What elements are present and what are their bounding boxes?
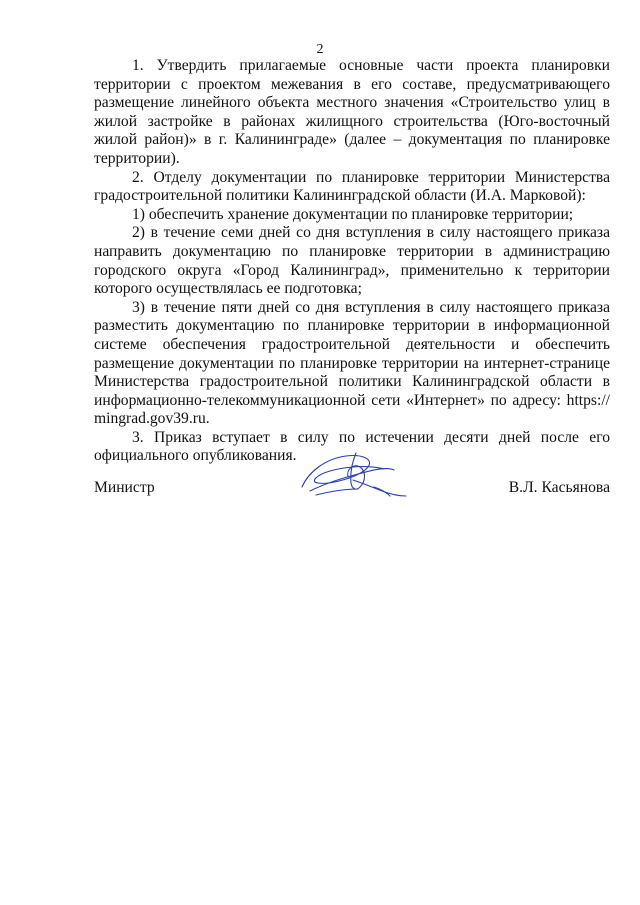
paragraph-storage: 1) обеспечить хранение документации по планировке территории;	[132, 205, 574, 223]
handwritten-signature	[296, 447, 411, 505]
document-body	[94, 57, 610, 466]
paragraph-department-instructions: 2. Отделу документации по планировке территории Министерства градостроительной политики Калининградской области (И.А. Марковой):	[94, 168, 610, 205]
page-number: 2	[316, 42, 324, 57]
signer-position-title: Министр	[94, 479, 155, 496]
paragraph-approve-project: 1. Утвердить прилагаемые основные части проекта планировки территории с проектом межевания в его составе, предусматривающего размещение линейного объекта местного значения «Строительство улиц в жилой застройке в районах жилищного строительства (Юго-восточный жилой район)» в г. Калининграде» (далее – документация по планировке территории).	[94, 57, 610, 167]
paragraph-send-to-administration: 2) в течение семи дней со дня вступления в силу настоящего приказа направить документацию по планировке территории в администрацию городского округа «Город Калининград», применительно к территории которого осуществлялась ее подготовка;	[94, 224, 610, 298]
paragraph-publish-online: 3) в течение пяти дней со дня вступления в силу настоящего приказа разместить документацию по планировке территории в информационной системе обеспечения градостроительной деятельности и обеспечить размещение документации по планировке территории на интернет-странице Министерства градостроительной политики Калининградской области в информационно-телекоммуникационной сети «Интернет» по адресу: https:// mingrad.gov39.ru.	[94, 298, 610, 428]
paragraph-effective-date: 3. Приказ вступает в силу по истечении десяти дней после его официального опубликования.	[94, 428, 610, 465]
signer-name: В.Л. Касьянова	[508, 479, 610, 496]
